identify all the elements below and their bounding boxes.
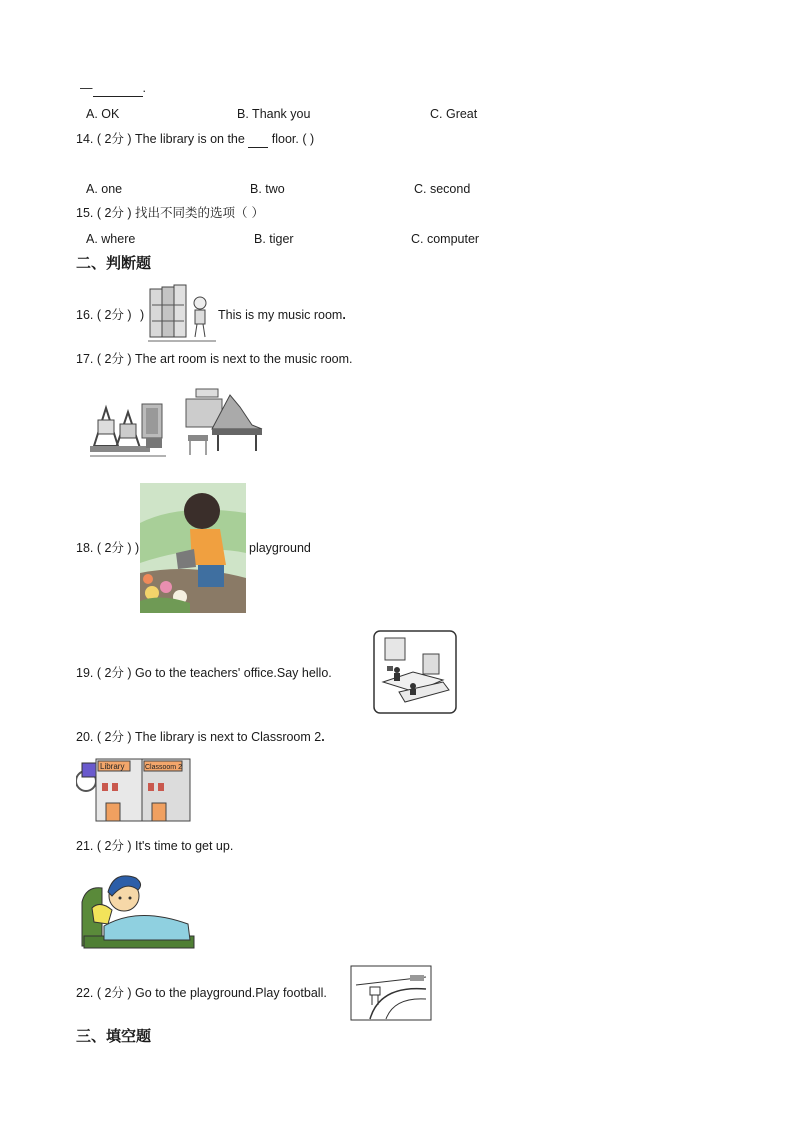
q13-answer-line [80,80,146,97]
q22-number: 22. ( 2分 ) [76,986,136,1000]
section-3-heading: 三、填空题 [76,1027,152,1045]
q16-paren: ) [140,308,145,322]
q17-number: 17. ( 2分 ) [76,352,136,366]
q17-question [76,351,353,367]
q13-option-b: B. Thank you [237,107,311,121]
q20-number: 20. ( 2分 ) [76,730,136,744]
q15-option-c: C. computer [411,232,480,246]
q14-option-c: C. second [414,182,471,196]
q14-number: 14. ( 2分 ) [76,132,136,146]
q16-text: This is my music room [218,308,343,322]
q20-period: . [321,730,325,744]
music-room-piano-image [182,385,266,459]
art-room-image [88,398,168,460]
q17-text: The art room is next to the music room. [135,352,353,366]
section-2-heading: 二、判断题 [76,254,152,272]
q20-text: The library is next to Classroom 2 [135,730,322,744]
q14-option-b: B. two [250,182,285,196]
q19-number: 19. ( 2分 ) [76,666,136,680]
q21-question [76,838,233,854]
q22-text: Go to the playground.Play football. [135,986,327,1000]
q15-option-b: B. tiger [254,232,294,246]
q21-number: 21. ( 2分 ) [76,839,136,853]
q13-dash: — [80,81,93,95]
library-classroom-buildings-image [76,757,196,825]
q18-text: playground [249,541,311,555]
q13-option-c: C. Great [430,107,478,121]
q15-text: 找出不同类的选项（ ） [135,205,265,220]
q14-text-before: The library is on the [135,132,249,146]
music-room-bookcase-image [148,283,218,343]
q14-blank [248,131,268,148]
playground-image [350,965,432,1021]
q15-option-a: A. where [86,232,136,246]
q13-option-a: A. OK [86,107,120,121]
q16-number: 16. ( 2分 ) [76,308,132,322]
q14-text-after: floor. ( ) [268,132,315,146]
boy-waking-up-image [78,866,196,950]
q21-text: It's time to get up. [135,839,234,853]
teachers-office-image [373,630,457,714]
q15-number: 15. ( 2分 ) [76,206,136,220]
q16-period: . [342,308,346,322]
q13-period: . [142,81,146,95]
library-sign-text: Library [100,762,125,771]
q18-number: 18. ( 2分 ) [76,541,132,555]
garden-watering-image [140,483,246,613]
q20-statement [76,729,325,745]
q22-question [76,985,327,1001]
q14-option-a: A. one [86,182,123,196]
q15-question [76,205,264,221]
q16-statement [218,307,346,323]
q18-paren: ) [135,541,140,555]
classroom-sign-text: Classoom 2 [145,764,182,771]
q19-text: Go to the teachers' office.Say hello. [135,666,332,680]
q13-answer-blank [93,80,143,97]
q19-question [76,665,332,681]
q14-question [76,131,314,148]
